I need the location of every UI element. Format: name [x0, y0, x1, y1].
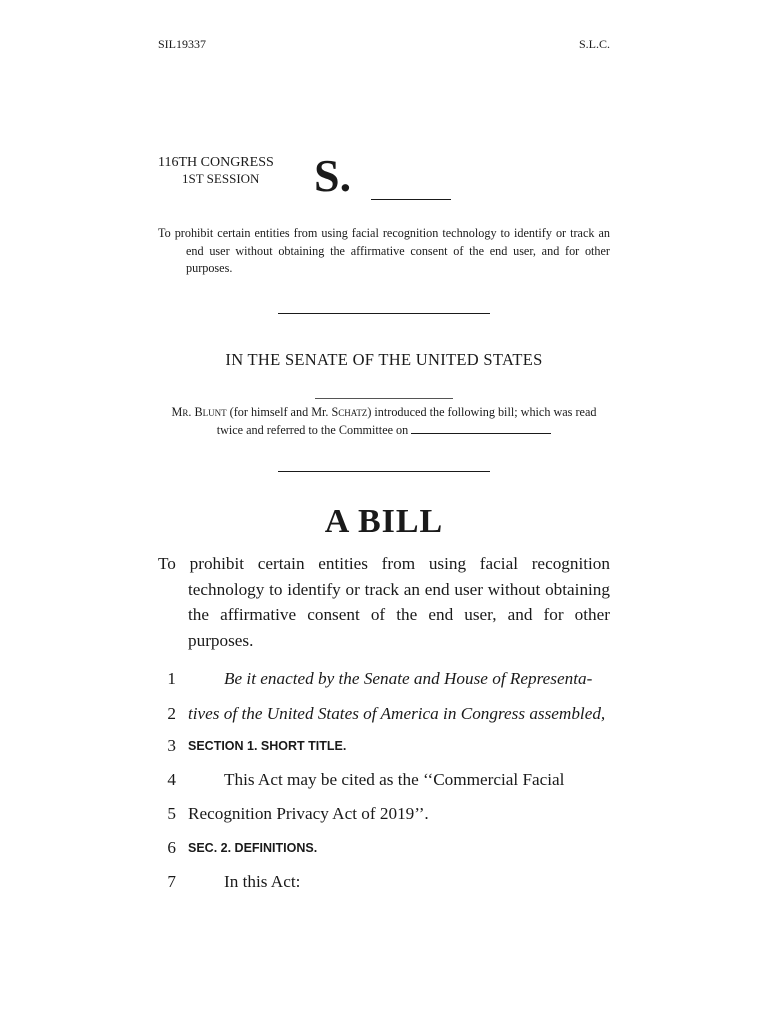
introduction-statement [158, 403, 610, 439]
line-number: 2 [167, 704, 176, 723]
line-number: 5 [167, 804, 176, 823]
committee-blank [411, 423, 551, 434]
section-heading: SEC. 2. DEFINITIONS. [188, 841, 318, 855]
purpose-summary: To prohibit certain entities from using facial recognition technology to identify or track an end user without obtaining the affirmative consent of the end user, and for other purposes. [158, 226, 610, 275]
bill-heading: A BILL [324, 503, 444, 540]
document-code: SIL19337 [158, 37, 206, 51]
intro-text-part1: (for himself and Mr. [226, 405, 332, 419]
cosponsor-name: Schatz [331, 405, 368, 419]
section-heading: SECTION 1. SHORT TITLE. [188, 739, 347, 753]
section-text: Recognition Privacy Act of 2019’’. [188, 804, 429, 823]
divider-rule [278, 313, 490, 314]
slc-code: S.L.C. [578, 37, 610, 51]
enacting-clause: tives of the United States of America in Congress assembled, [188, 704, 606, 723]
divider-rule [278, 471, 490, 472]
thin-divider [315, 398, 453, 399]
line-number: 6 [167, 838, 176, 857]
bill-line [158, 666, 610, 692]
bill-purpose: To prohibit certain entities from using facial recognition technology to identify or track an end user without obtaining the affirmative consent of the end user, and for other purposes. [158, 554, 610, 650]
line-number: 4 [167, 770, 176, 789]
bill-letter: S. [314, 150, 352, 201]
intro-text-part2: ) introduced the following bill; which was read twice and referred to the Committee on [216, 405, 597, 437]
bill-line [158, 733, 610, 759]
bill-line [158, 801, 610, 827]
congress-session-block [158, 155, 274, 187]
sponsor-name: Mr. Blunt [171, 405, 227, 419]
line-number: 7 [167, 872, 176, 891]
congress-number: 116TH CONGRESS [158, 155, 274, 170]
bill-number-blank [371, 199, 451, 200]
bill-line [158, 767, 610, 793]
session-label: 1ST SESSION [182, 171, 260, 186]
bill-line [158, 701, 610, 727]
section-text: In this Act: [224, 872, 301, 891]
chamber-heading: IN THE SENATE OF THE UNITED STATES [225, 350, 543, 369]
line-number: 1 [167, 669, 176, 688]
enacting-clause: Be it enacted by the Senate and House of Representa- [224, 669, 593, 688]
line-number: 3 [167, 736, 176, 755]
bill-line [158, 869, 610, 895]
bill-line [158, 835, 610, 861]
section-text: This Act may be cited as the ‘‘Commercial Facial [224, 770, 565, 789]
